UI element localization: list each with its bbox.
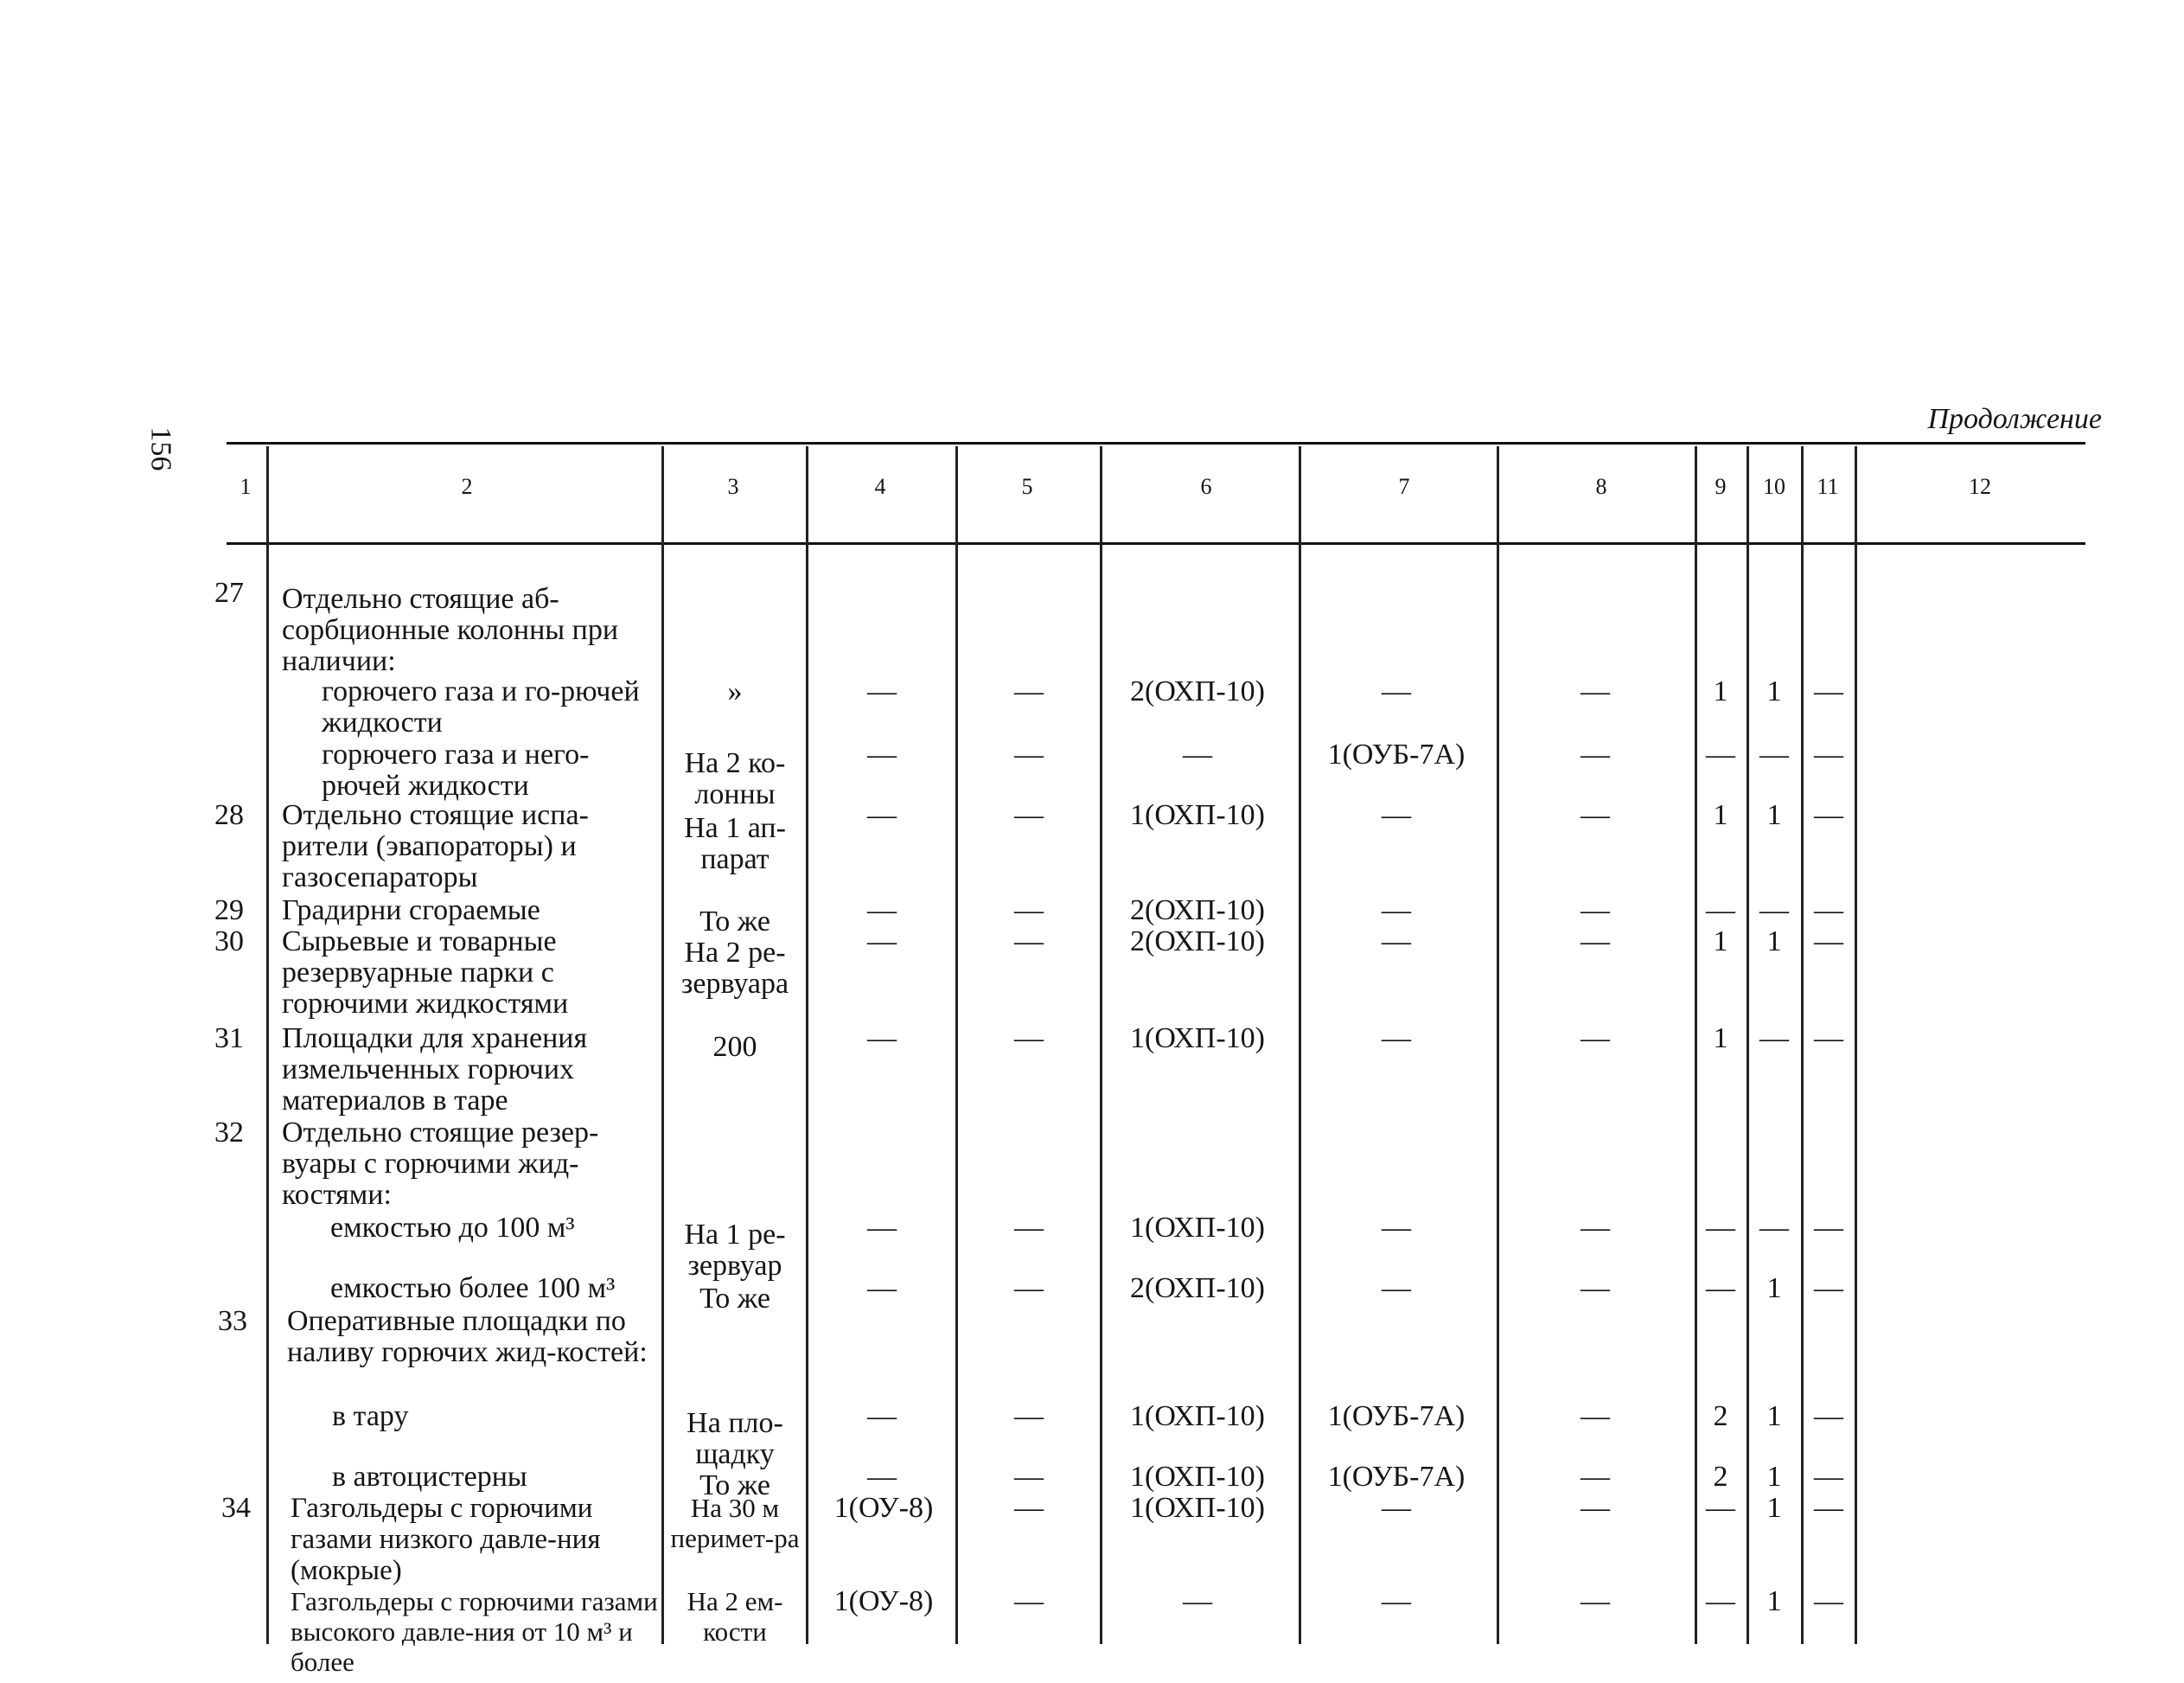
row-number: 27 (214, 577, 244, 609)
cell-col6: 1(ОХП-10) (1130, 1022, 1265, 1054)
cell-col7: — (1382, 1272, 1411, 1304)
cell-col4: — (867, 894, 897, 926)
cell-col10: — (1759, 894, 1789, 926)
cell-col11: — (1814, 1272, 1843, 1304)
cell-col11: — (1814, 1492, 1843, 1524)
header-col-7: 7 (1398, 474, 1410, 499)
row-number: 30 (214, 925, 244, 957)
column-separator (1497, 446, 1499, 1644)
cell-col4: 1(ОУ-8) (833, 1492, 934, 1524)
cell-col4: — (867, 1022, 897, 1054)
cell-col9: 1 (1713, 675, 1728, 707)
cell-col10: 1 (1766, 1585, 1782, 1617)
cell-col9: — (1706, 1585, 1735, 1617)
cell-col9: 2 (1713, 1461, 1728, 1493)
cell-col8: — (1581, 1585, 1610, 1617)
page-number: 156 (144, 426, 177, 471)
cell-col10: — (1759, 1212, 1789, 1244)
cell-col8: — (1581, 1022, 1610, 1054)
cell-col3: » (727, 675, 743, 707)
cell-col11: — (1814, 739, 1843, 771)
cell-col10: 1 (1766, 925, 1782, 957)
row-number: 34 (221, 1492, 251, 1524)
cell-col4: — (867, 739, 897, 771)
cell-col5: — (1014, 739, 1044, 771)
cell-col5: — (1014, 1585, 1044, 1617)
cell-col7: — (1382, 1022, 1411, 1054)
cell-col6: 1(ОХП-10) (1130, 1492, 1265, 1524)
row-number: 28 (214, 799, 244, 831)
row-name: Оперативные площадки по наливу горючих жид-костей: (287, 1305, 648, 1368)
cell-col5: — (1014, 894, 1044, 926)
cell-col8: — (1581, 1212, 1610, 1244)
cell-col3: То же (699, 1283, 770, 1315)
continuation-label: Продолжение (1927, 403, 2102, 435)
cell-col9: — (1706, 1272, 1735, 1304)
cell-col8: — (1581, 1492, 1610, 1524)
column-separator (1100, 446, 1102, 1644)
cell-col11: — (1814, 1400, 1843, 1432)
table-header-rule (227, 542, 2085, 545)
cell-col4: — (867, 1400, 897, 1432)
cell-col5: — (1014, 1492, 1044, 1524)
cell-col9: — (1706, 1492, 1735, 1524)
cell-col10: 1 (1766, 675, 1782, 707)
cell-col11: — (1814, 1022, 1843, 1054)
row-name: Площадки для хранения измельченных горючих материалов в таре (282, 1022, 588, 1117)
cell-col5: — (1014, 799, 1044, 831)
cell-col6: 1(ОХП-10) (1130, 1400, 1265, 1432)
cell-col4: — (867, 675, 897, 707)
cell-col4: 1(ОУ-8) (833, 1585, 934, 1617)
subrow-name: емкостью до 100 м³ (330, 1212, 575, 1244)
subrow-name: в автоцистерны (332, 1461, 527, 1493)
row-number: 33 (218, 1305, 247, 1337)
row-name: Отдельно стоящие испа-рители (эвапораторы) и газосепараторы (282, 799, 589, 893)
cell-col10: 1 (1766, 1492, 1782, 1524)
cell-col8: — (1581, 1461, 1610, 1493)
subrow-name: горючего газа и него-рючей жидкости (322, 739, 590, 802)
cell-col7: 1(ОУБ-7А) (1327, 1400, 1466, 1432)
cell-col8: — (1581, 925, 1610, 957)
cell-col7: — (1382, 799, 1411, 831)
cell-col3: 200 (712, 1031, 757, 1063)
cell-col8: — (1581, 799, 1610, 831)
cell-col9: — (1706, 739, 1735, 771)
column-separator (1299, 446, 1301, 1644)
cell-col4: — (867, 1461, 897, 1493)
cell-col7: 1(ОУБ-7А) (1327, 739, 1466, 771)
header-col-2: 2 (461, 474, 473, 499)
cell-col11: — (1814, 675, 1843, 707)
cell-col9: 1 (1713, 925, 1728, 957)
cell-col8: — (1581, 1272, 1610, 1304)
cell-col10: 1 (1766, 1461, 1782, 1493)
cell-col3: То же (699, 905, 770, 937)
subrow-name: в тару (332, 1400, 409, 1432)
column-separator (1855, 446, 1857, 1644)
cell-col7: — (1382, 894, 1411, 926)
cell-col3: То же (699, 1469, 770, 1501)
cell-col5: — (1014, 675, 1044, 707)
column-separator (1801, 446, 1804, 1644)
header-col-10: 10 (1763, 474, 1785, 499)
cell-col10: — (1759, 1022, 1789, 1054)
cell-col5: — (1014, 1022, 1044, 1054)
cell-col7: — (1382, 1585, 1411, 1617)
cell-col5: — (1014, 1461, 1044, 1493)
cell-col6: 2(ОХП-10) (1130, 894, 1265, 926)
cell-col7: 1(ОУБ-7А) (1327, 1461, 1466, 1493)
row-number: 32 (214, 1117, 244, 1149)
cell-col5: — (1014, 1272, 1044, 1304)
cell-col4: — (867, 1212, 897, 1244)
cell-col5: — (1014, 1212, 1044, 1244)
cell-col6: 2(ОХП-10) (1130, 675, 1265, 707)
row-name: Отдельно стоящие резер-вуары с горючими жид-костями: (282, 1117, 599, 1211)
header-col-11: 11 (1817, 474, 1839, 499)
cell-col3: На 1 ап-парат (684, 812, 786, 875)
cell-col9: 2 (1713, 1400, 1728, 1432)
row-number: 29 (214, 894, 244, 926)
subrow-name: горючего газа и го-рючей жидкости (322, 675, 640, 739)
row-name: Отдельно стоящие аб-сорбционные колонны при наличии: (282, 583, 619, 677)
cell-col6: 1(ОХП-10) (1130, 799, 1265, 831)
row-name: Газгольдеры с горючими газами высокого давле-ния от 10 м³ и более (291, 1586, 658, 1677)
cell-col3: На 1 ре-зервуар (684, 1219, 786, 1282)
table-top-rule (227, 442, 2085, 445)
cell-col7: — (1382, 675, 1411, 707)
header-col-9: 9 (1715, 474, 1727, 499)
cell-col11: — (1814, 925, 1843, 957)
header-col-3: 3 (727, 474, 739, 499)
cell-col10: 1 (1766, 799, 1782, 831)
header-col-12: 12 (1969, 474, 1991, 499)
column-separator (1695, 446, 1697, 1644)
cell-col9: — (1706, 1212, 1735, 1244)
cell-col7: — (1382, 925, 1411, 957)
cell-col11: — (1814, 1461, 1843, 1493)
cell-col11: — (1814, 894, 1843, 926)
row-name: Градирни сгораемые (282, 894, 540, 926)
column-separator (266, 446, 269, 1644)
header-col-5: 5 (1021, 474, 1033, 499)
cell-col4: — (867, 1272, 897, 1304)
cell-col10: — (1759, 739, 1789, 771)
cell-col3: На 2 ре-зервуара (680, 937, 789, 1000)
row-number: 31 (214, 1022, 244, 1054)
cell-col8: — (1581, 739, 1610, 771)
cell-col9: — (1706, 894, 1735, 926)
cell-col11: — (1814, 1212, 1843, 1244)
cell-col10: 1 (1766, 1400, 1782, 1432)
cell-col6: — (1183, 1585, 1212, 1617)
header-col-4: 4 (874, 474, 886, 499)
column-separator (955, 446, 958, 1644)
cell-col10: 1 (1766, 1272, 1782, 1304)
row-name: Сырьевые и товарные резервуарные парки с горючими жидкостями (282, 925, 569, 1020)
cell-col3: На 2 ем-кости (686, 1586, 783, 1647)
column-separator (1747, 446, 1749, 1644)
header-col-6: 6 (1200, 474, 1212, 499)
cell-col9: 1 (1713, 1022, 1728, 1054)
cell-col11: — (1814, 1585, 1843, 1617)
cell-col6: — (1183, 739, 1212, 771)
cell-col8: — (1581, 675, 1610, 707)
cell-col7: — (1382, 1492, 1411, 1524)
cell-col4: — (867, 925, 897, 957)
cell-col8: — (1581, 1400, 1610, 1432)
cell-col11: — (1814, 799, 1843, 831)
cell-col4: — (867, 799, 897, 831)
cell-col5: — (1014, 1400, 1044, 1432)
column-separator (661, 446, 664, 1644)
cell-col6: 1(ОХП-10) (1130, 1461, 1265, 1493)
cell-col3: На пло-щадку (686, 1407, 783, 1470)
cell-col6: 1(ОХП-10) (1130, 1212, 1265, 1244)
header-col-1: 1 (239, 474, 252, 499)
cell-col7: — (1382, 1212, 1411, 1244)
cell-col6: 2(ОХП-10) (1130, 1272, 1265, 1304)
cell-col6: 2(ОХП-10) (1130, 925, 1265, 957)
cell-col3: На 2 ко-лонны (684, 747, 786, 810)
cell-col8: — (1581, 894, 1610, 926)
column-separator (806, 446, 808, 1644)
header-col-8: 8 (1595, 474, 1607, 499)
cell-col9: 1 (1713, 799, 1728, 831)
subrow-name: емкостью более 100 м³ (330, 1272, 616, 1304)
row-name: Газгольдеры с горючими газами низкого давле-ния (мокрые) (291, 1493, 601, 1586)
cell-col3: На 30 м перимет-ра (670, 1493, 800, 1553)
cell-col5: — (1014, 925, 1044, 957)
